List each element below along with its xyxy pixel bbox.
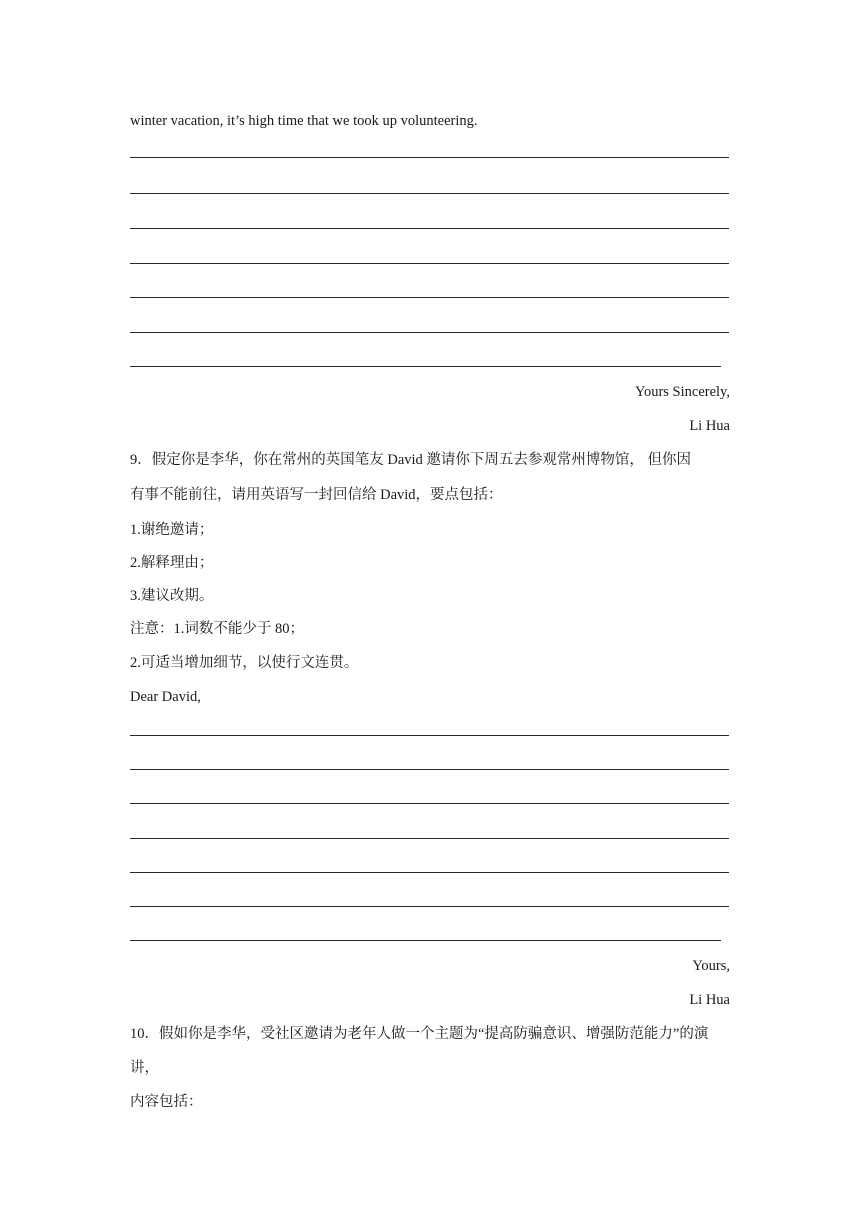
answer-line — [130, 872, 729, 873]
q9-note-2: 2.可适当增加细节，以使行文连贯。 — [130, 655, 359, 671]
answer-line — [130, 157, 729, 158]
answer-line — [130, 228, 729, 229]
q9-prompt-line1: 9．假定你是李华，你在常州的英国笔友 David 邀请你下周五去参观常州博物馆， 但你因 — [130, 452, 692, 468]
answer-line — [130, 366, 721, 367]
answer-line — [130, 193, 729, 194]
q9-note-1: 注意：1.词数不能少于 80； — [130, 621, 304, 637]
letter8-closing: Yours Sincerely, — [634, 384, 730, 400]
answer-line — [130, 769, 729, 770]
q9-point-2: 2.解释理由； — [130, 555, 214, 571]
letter8-signature: Li Hua — [689, 418, 730, 434]
q10-prompt-line2: 讲， — [130, 1060, 159, 1076]
q9-salutation: Dear David, — [130, 689, 201, 705]
answer-line — [130, 735, 729, 736]
q9-point-1: 1.谢绝邀请； — [130, 522, 214, 538]
answer-line — [130, 263, 729, 264]
q9-point-3: 3.建议改期。 — [130, 588, 214, 604]
answer-line — [130, 332, 729, 333]
q9-closing: Yours, — [692, 958, 730, 974]
answer-line — [130, 803, 729, 804]
answer-line — [130, 940, 721, 941]
q9-signature: Li Hua — [689, 992, 730, 1008]
answer-line — [130, 906, 729, 907]
q10-prompt-line3: 内容包括： — [130, 1094, 203, 1110]
q9-prompt-line2: 有事不能前往，请用英语写一封回信给 David，要点包括： — [130, 487, 503, 503]
answer-line — [130, 838, 729, 839]
q10-prompt-line1: 10．假如你是李华，受社区邀请为老年人做一个主题为“提高防骗意识、增强防范能力”的演 — [130, 1026, 709, 1042]
answer-line — [130, 297, 729, 298]
intro-tail-text: winter vacation, it’s high time that we took up volunteering. — [130, 113, 478, 129]
